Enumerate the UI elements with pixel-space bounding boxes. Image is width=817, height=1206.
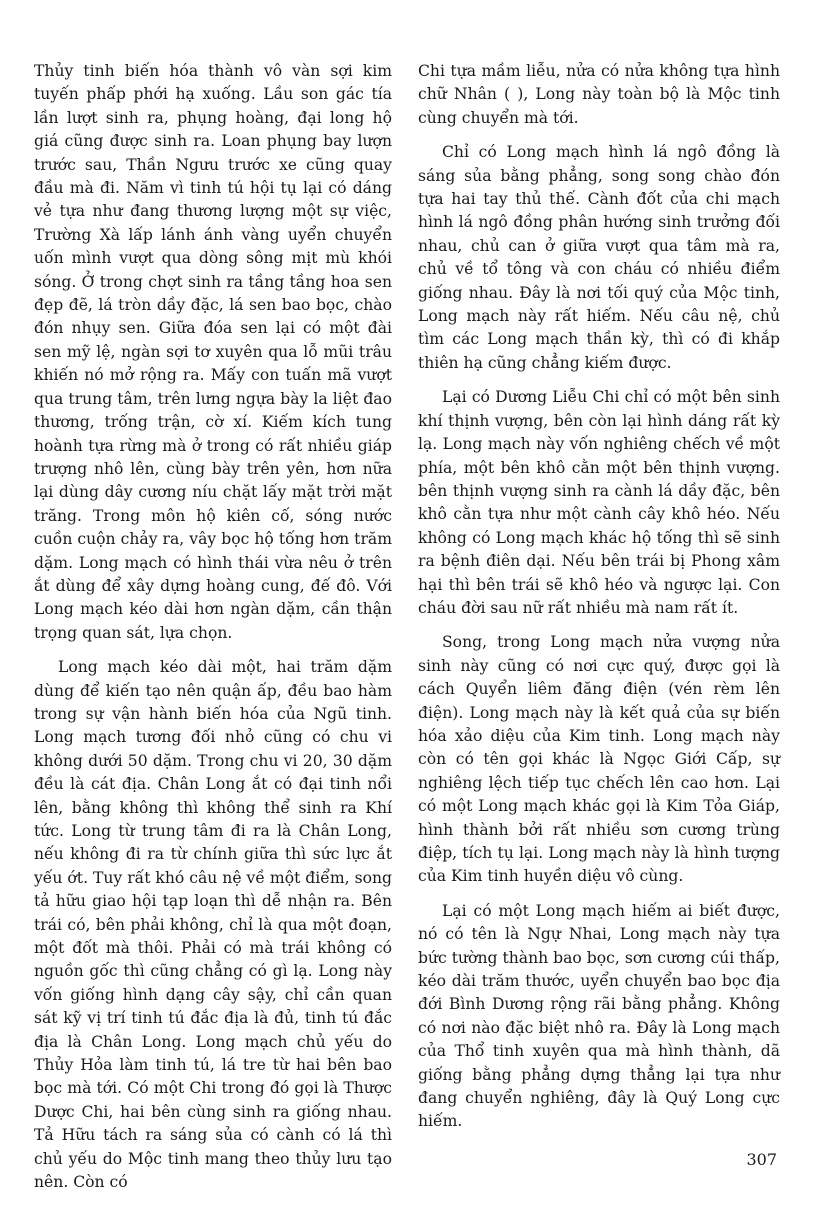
paragraph: Long mạch kéo dài một, hai trăm dặm dùng để kiến tạo nên quận ấp, đều bao hàm trong sự vận hành biến hóa của Ngũ tinh. Long mạch tương đối nhỏ cũng có chu vi không dưới 50 dặm. Trong chu vi 20, 30 dặm đều là cát địa. Chân Long ắt có đại tinh nổi lên, bằng không thì không thể sinh ra Khí tức. Long từ trung tâm đi ra là Chân Long, nếu không đi ra từ chính giữa thì sức lực ắt yếu ớt. Tuy rất khó câu nệ về một điểm, song tả hữu giao hội tạp loạn thì dễ nhận ra. Bên trái có, bên phải không, chỉ là qua một đoạn, một đốt mà thôi. Phải có mà trái không có nguồn gốc thì cũng chẳng có gì lạ. Long này vốn giống hình dạng cây sậy, chỉ cần quan sát kỹ vị trí tinh tú đắc địa là đủ, tinh tú đắc địa là Chân Long. Long mạch chủ yếu do Thủy Hỏa làm tinh tú, lá tre từ hai bên bao bọc mà tới. Có một Chi trong đó gọi là Thược Dược Chi, hai bên cùng sinh ra giống nhau. Tả Hữu tách ra sáng sủa có cành có lá thì chủ yếu do Mộc tinh mang theo thủy lưu tạo nên. Còn có xyxy=(34,658,392,1192)
paragraph: Lại có Dương Liễu Chi chỉ có một bên sinh khí thịnh vượng, bên còn lại hình dáng rất kỳ lạ. Long mạch này vốn nghiêng chếch về một phía, một bên khô cằn một bên thịnh vượng. bên thịnh vượng sinh ra cành lá dầy đặc, bên khô cằn tựa như một cành cây khô héo. Nếu không có Long mạch khác hộ tống thì sẽ sinh ra bệnh điên dại. Nếu bên trái bị Phong xâm hại thì bên trái sẽ khô héo và ngược lại. Con cháu đời sau nữ rất nhiều mà nam rất ít. xyxy=(418,388,780,617)
paragraph: Chi tựa mầm liễu, nửa có nửa không tựa hình chữ Nhân ( ), Long này toàn bộ là Mộc tinh cùng chuyển mà tới. xyxy=(418,62,780,127)
paragraph: Lại có một Long mạch hiếm ai biết được, nó có tên là Ngự Nhai, Long mạch này tựa bức tường thành bao bọc, sơn cương cúi thấp, kéo dài trăm thước, uyển chuyển bao bọc địa đới Bình Dương rộng rãi bằng phẳng. Không có nơi nào đặc biệt nhô ra. Đây là Long mạch của Thổ tinh xuyên qua mà hình thành, dã giống bằng phẳng dựng thẳng lại tựa như đang chuyển nghiêng, đây là Quý Long cực hiếm. xyxy=(418,901,780,1131)
paragraph: Song, trong Long mạch nửa vượng nửa sinh này cũng có nơi cực quý, được gọi là cách Quyển liêm đăng điện (vén rèm lên điện). Long mạch này là kết quả của sự biến hóa xảo diệu của Kim tinh. Long mạch này còn có tên gọi khác là Ngọc Giới Cấp, sự nghiêng lệch tiếp tục chếch lên cao hơn. Lại có một Long mạch khác gọi là Kim Tỏa Giáp, hình thành bởi rất nhiều sơn cương trùng điệp, tích tụ lại. Long mạch này là hình tượng của Kim tinh huyền diệu vô cùng. xyxy=(418,633,780,886)
paragraph: Chỉ có Long mạch hình lá ngô đồng là sáng sủa bằng phẳng, song song chào đón tựa hai tay thủ thế. Cành đốt của chi mạch hình lá ngô đồng phân hướng sinh trưởng đối nhau, chủ can ở giữa vượt qua tâm mà ra, chủ về tổ tông và con cháu có nhiều điểm giống nhau. Đây là nơi tối quý của Mộc tinh, Long mạch này rất hiếm. Nếu câu nệ, chủ tìm các Long mạch thần kỳ, thì có đi khắp thiên hạ cũng chẳng kiếm được. xyxy=(418,143,780,372)
left-column xyxy=(34,60,392,1206)
page-number: 307 xyxy=(746,1150,777,1169)
paragraph: Thủy tinh biến hóa thành vô vàn sợi kim tuyến phấp phới hạ xuống. Lầu son gác tía lần lượt sinh ra, phụng hoàng, đại long hộ giá cũng được sinh ra. Loan phụng bay lượn trước sau, Thần Ngưu trước xe cũng quay đầu mà đi. Năm vì tinh tú hội tụ lại có dáng vẻ tựa như đang thương lượng một sự việc, Trường Xà lấp lánh ánh vàng uyển chuyển uốn mình vượt qua dòng sông mịt mù khói sóng. Ở trong chợt sinh ra tầng tầng hoa sen đẹp đẽ, lá tròn dầy đặc, lá sen bao bọc, chào đón nhụy sen. Giữa đóa sen lại có một đài sen mỹ lệ, ngàn sợi tơ xuyên qua lỗ mũi trâu khiến nó mở rộng ra. Mấy con tuấn mã vượt qua trung tâm, trên lưng ngựa bày la liệt đao thương, trống trận, cờ xí. Kiếm kích tung hoành tựa rừng mà ở trong có rất nhiều giáp trượng nhô lên, cùng bày trên yên, hơn nữa lại dùng dây cương níu chặt lấy mặt trời mặt trăng. Trong môn hộ kiên cố, sóng nước cuồn cuộn chảy ra, vây bọc hộ tống hơn trăm dặm. Long mạch có hình thái vừa nêu ở trên ắt dùng để xây dựng hoàng cung, đế đô. Với Long mạch kéo dài hơn ngàn dặm, cần thận trọng quan sát, lựa chọn. xyxy=(34,62,392,642)
right-column xyxy=(418,60,780,1145)
